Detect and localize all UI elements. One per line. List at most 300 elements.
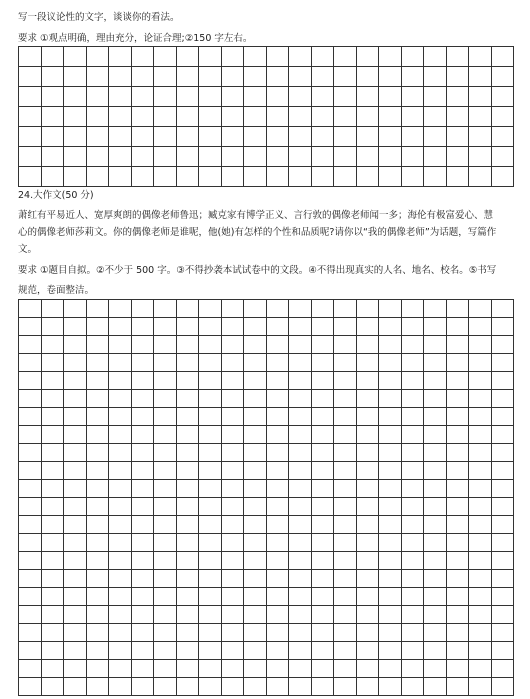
grid-cell <box>267 462 290 480</box>
grid-cell <box>154 47 177 67</box>
grid-cell <box>492 516 515 534</box>
grid-cell <box>379 147 402 167</box>
grid-cell <box>379 570 402 588</box>
grid-cell <box>87 642 110 660</box>
grid-cell <box>334 47 357 67</box>
grid-cell <box>109 516 132 534</box>
grid-cell <box>132 642 155 660</box>
grid-cell <box>109 354 132 372</box>
grid-cell <box>312 426 335 444</box>
grid-cell <box>19 167 42 187</box>
grid-cell <box>244 67 267 87</box>
grid-cell <box>109 147 132 167</box>
grid-cell <box>42 167 65 187</box>
grid-cell <box>357 67 380 87</box>
grid-cell <box>222 390 245 408</box>
grid-cell <box>357 390 380 408</box>
grid-cell <box>64 336 87 354</box>
grid-cell <box>87 498 110 516</box>
grid-cell <box>87 660 110 678</box>
grid-cell <box>222 107 245 127</box>
grid-cell <box>154 107 177 127</box>
grid-cell <box>42 516 65 534</box>
grid-cell <box>469 426 492 444</box>
grid-cell <box>87 444 110 462</box>
grid-cell <box>199 498 222 516</box>
grid-cell <box>492 167 515 187</box>
grid-cell <box>154 408 177 426</box>
grid-cell <box>177 444 200 462</box>
grid-cell <box>424 87 447 107</box>
grid-cell <box>199 444 222 462</box>
grid-cell <box>289 660 312 678</box>
grid-cell <box>64 570 87 588</box>
grid-cell <box>64 372 87 390</box>
grid-cell <box>492 67 515 87</box>
grid-cell <box>492 300 515 318</box>
grid-cell <box>492 498 515 516</box>
grid-cell <box>199 354 222 372</box>
grid-cell <box>64 678 87 696</box>
grid-cell <box>402 336 425 354</box>
grid-cell <box>357 660 380 678</box>
grid-cell <box>64 552 87 570</box>
grid-cell <box>64 498 87 516</box>
grid-cell <box>424 444 447 462</box>
grid-cell <box>42 372 65 390</box>
grid-cell <box>379 606 402 624</box>
grid-cell <box>469 318 492 336</box>
grid-cell <box>402 588 425 606</box>
grid-cell <box>42 462 65 480</box>
grid-cell <box>199 606 222 624</box>
grid-cell <box>132 67 155 87</box>
grid-cell <box>132 660 155 678</box>
grid-cell <box>267 127 290 147</box>
grid-cell <box>312 372 335 390</box>
grid-cell <box>357 606 380 624</box>
grid-cell <box>357 498 380 516</box>
grid-cell <box>19 516 42 534</box>
grid-cell <box>87 372 110 390</box>
grid-cell <box>267 624 290 642</box>
grid-cell <box>42 127 65 147</box>
grid-cell <box>267 167 290 187</box>
grid-cell <box>42 87 65 107</box>
grid-cell <box>244 390 267 408</box>
grid-cell <box>334 372 357 390</box>
grid-cell <box>109 462 132 480</box>
grid-cell <box>154 127 177 147</box>
grid-cell <box>289 624 312 642</box>
grid-cell <box>447 318 470 336</box>
grid-cell <box>244 498 267 516</box>
grid-cell <box>199 588 222 606</box>
grid-cell <box>379 426 402 444</box>
grid-cell <box>379 87 402 107</box>
grid-cell <box>379 480 402 498</box>
grid-cell <box>244 47 267 67</box>
grid-cell <box>199 534 222 552</box>
writing-grid-essay <box>18 299 514 696</box>
grid-cell <box>154 336 177 354</box>
grid-cell <box>154 498 177 516</box>
grid-cell <box>87 87 110 107</box>
grid-cell <box>447 624 470 642</box>
grid-cell <box>19 318 42 336</box>
grid-cell <box>424 642 447 660</box>
grid-cell <box>42 318 65 336</box>
grid-cell <box>64 47 87 67</box>
grid-cell <box>289 462 312 480</box>
grid-cell <box>87 570 110 588</box>
grid-cell <box>199 127 222 147</box>
grid-cell <box>64 390 87 408</box>
grid-cell <box>154 588 177 606</box>
grid-cell <box>357 570 380 588</box>
grid-cell <box>289 426 312 444</box>
grid-cell <box>42 426 65 444</box>
grid-cell <box>289 408 312 426</box>
grid-cell <box>357 480 380 498</box>
grid-cell <box>222 127 245 147</box>
grid-cell <box>334 167 357 187</box>
grid-cell <box>19 624 42 642</box>
grid-cell <box>402 678 425 696</box>
grid-cell <box>177 336 200 354</box>
grid-cell <box>289 318 312 336</box>
grid-cell <box>109 642 132 660</box>
grid-cell <box>109 444 132 462</box>
grid-cell <box>109 127 132 147</box>
grid-cell <box>132 87 155 107</box>
grid-cell <box>64 67 87 87</box>
grid-cell <box>312 167 335 187</box>
grid-cell <box>357 426 380 444</box>
grid-cell <box>154 372 177 390</box>
grid-cell <box>19 480 42 498</box>
grid-cell <box>402 624 425 642</box>
grid-cell <box>289 336 312 354</box>
grid-cell <box>87 588 110 606</box>
essay-passage-line2: 心的偶像老师莎莉文。你的偶像老师是谁呢，他(她)有怎样的个性和品质呢?请你以“我的偶像老师”为话题，写篇作 <box>18 227 497 238</box>
grid-cell <box>222 480 245 498</box>
grid-cell <box>87 67 110 87</box>
grid-cell <box>222 462 245 480</box>
grid-cell <box>177 318 200 336</box>
grid-cell <box>334 678 357 696</box>
grid-cell <box>424 167 447 187</box>
grid-cell <box>312 300 335 318</box>
grid-cell <box>109 588 132 606</box>
grid-cell <box>469 624 492 642</box>
grid-cell <box>334 127 357 147</box>
grid-cell <box>199 660 222 678</box>
grid-cell <box>492 87 515 107</box>
grid-cell <box>177 354 200 372</box>
grid-cell <box>379 318 402 336</box>
grid-cell <box>447 480 470 498</box>
grid-cell <box>334 660 357 678</box>
grid-cell <box>379 444 402 462</box>
grid-cell <box>109 372 132 390</box>
grid-cell <box>379 408 402 426</box>
grid-cell <box>312 354 335 372</box>
grid-cell <box>64 300 87 318</box>
grid-cell <box>109 624 132 642</box>
grid-cell <box>424 516 447 534</box>
grid-cell <box>199 480 222 498</box>
grid-cell <box>109 552 132 570</box>
grid-cell <box>447 678 470 696</box>
grid-cell <box>312 127 335 147</box>
grid-cell <box>19 678 42 696</box>
grid-cell <box>244 408 267 426</box>
grid-cell <box>109 570 132 588</box>
grid-cell <box>289 67 312 87</box>
grid-cell <box>402 107 425 127</box>
question-prompt: 写一段议论性的文字，谈谈你的看法。 <box>18 12 180 23</box>
grid-cell <box>19 552 42 570</box>
grid-cell <box>379 47 402 67</box>
grid-cell <box>379 336 402 354</box>
grid-cell <box>402 372 425 390</box>
grid-cell <box>19 372 42 390</box>
grid-cell <box>222 300 245 318</box>
grid-cell <box>109 480 132 498</box>
grid-cell <box>132 318 155 336</box>
grid-cell <box>42 678 65 696</box>
grid-cell <box>177 47 200 67</box>
grid-cell <box>154 606 177 624</box>
grid-cell <box>64 660 87 678</box>
grid-cell <box>447 426 470 444</box>
grid-cell <box>312 588 335 606</box>
grid-cell <box>402 660 425 678</box>
grid-cell <box>132 552 155 570</box>
grid-cell <box>132 390 155 408</box>
grid-cell <box>334 390 357 408</box>
grid-cell <box>19 336 42 354</box>
grid-cell <box>447 47 470 67</box>
grid-cell <box>199 516 222 534</box>
grid-cell <box>357 127 380 147</box>
grid-cell <box>177 147 200 167</box>
grid-cell <box>244 516 267 534</box>
grid-cell <box>289 498 312 516</box>
grid-cell <box>424 570 447 588</box>
grid-cell <box>177 498 200 516</box>
grid-cell <box>87 167 110 187</box>
grid-cell <box>154 462 177 480</box>
grid-cell <box>132 570 155 588</box>
grid-cell <box>19 300 42 318</box>
grid-cell <box>447 354 470 372</box>
grid-cell <box>42 444 65 462</box>
grid-cell <box>222 47 245 67</box>
grid-cell <box>424 47 447 67</box>
grid-cell <box>379 534 402 552</box>
grid-cell <box>222 444 245 462</box>
grid-cell <box>222 606 245 624</box>
grid-cell <box>87 354 110 372</box>
grid-cell <box>199 570 222 588</box>
grid-cell <box>469 87 492 107</box>
grid-cell <box>334 570 357 588</box>
grid-cell <box>244 462 267 480</box>
grid-cell <box>334 67 357 87</box>
grid-cell <box>447 127 470 147</box>
grid-cell <box>357 516 380 534</box>
grid-cell <box>312 47 335 67</box>
grid-cell <box>199 624 222 642</box>
grid-cell <box>42 642 65 660</box>
grid-cell <box>402 534 425 552</box>
grid-cell <box>199 87 222 107</box>
grid-cell <box>334 552 357 570</box>
grid-cell <box>42 660 65 678</box>
grid-cell <box>357 624 380 642</box>
grid-cell <box>424 426 447 444</box>
grid-cell <box>492 47 515 67</box>
grid-cell <box>379 372 402 390</box>
grid-cell <box>267 67 290 87</box>
grid-cell <box>132 300 155 318</box>
grid-cell <box>154 444 177 462</box>
grid-cell <box>199 408 222 426</box>
grid-cell <box>267 516 290 534</box>
grid-cell <box>177 408 200 426</box>
grid-cell <box>132 127 155 147</box>
grid-cell <box>244 300 267 318</box>
grid-cell <box>312 516 335 534</box>
grid-cell <box>64 147 87 167</box>
grid-cell <box>244 107 267 127</box>
grid-cell <box>402 570 425 588</box>
grid-cell <box>447 167 470 187</box>
grid-cell <box>357 147 380 167</box>
grid-cell <box>42 300 65 318</box>
grid-cell <box>469 390 492 408</box>
grid-cell <box>402 642 425 660</box>
grid-cell <box>334 426 357 444</box>
essay-passage-line1: 萧红有平易近人、宽厚爽朗的偶像老师鲁迅；臧克家有博学正义、言行敦的偶像老师闻一多；海伦有极富爱心、慧 <box>18 210 494 221</box>
grid-cell <box>492 678 515 696</box>
essay-heading: 24.大作文(50 分) <box>18 190 94 201</box>
grid-cell <box>177 534 200 552</box>
essay-requirements-line2: 规范，卷面整洁。 <box>18 285 95 296</box>
grid-cell <box>402 498 425 516</box>
grid-cell <box>177 107 200 127</box>
grid-cell <box>447 300 470 318</box>
grid-cell <box>492 606 515 624</box>
grid-cell <box>289 534 312 552</box>
grid-cell <box>42 107 65 127</box>
grid-cell <box>244 588 267 606</box>
grid-cell <box>87 147 110 167</box>
grid-cell <box>222 678 245 696</box>
grid-cell <box>402 300 425 318</box>
grid-cell <box>222 167 245 187</box>
grid-cell <box>289 642 312 660</box>
grid-cell <box>312 606 335 624</box>
grid-cell <box>222 318 245 336</box>
grid-cell <box>312 660 335 678</box>
grid-cell <box>492 107 515 127</box>
grid-cell <box>177 516 200 534</box>
grid-cell <box>132 167 155 187</box>
grid-cell <box>19 426 42 444</box>
grid-cell <box>177 642 200 660</box>
grid-cell <box>447 372 470 390</box>
grid-cell <box>64 107 87 127</box>
grid-cell <box>334 642 357 660</box>
grid-cell <box>447 552 470 570</box>
grid-cell <box>447 408 470 426</box>
grid-cell <box>312 462 335 480</box>
grid-cell <box>312 642 335 660</box>
grid-cell <box>64 408 87 426</box>
grid-cell <box>64 444 87 462</box>
grid-cell <box>244 318 267 336</box>
grid-cell <box>447 87 470 107</box>
grid-cell <box>469 300 492 318</box>
grid-cell <box>267 678 290 696</box>
grid-cell <box>334 588 357 606</box>
grid-cell <box>267 87 290 107</box>
grid-cell <box>402 516 425 534</box>
grid-cell <box>402 426 425 444</box>
grid-cell <box>267 588 290 606</box>
grid-cell <box>402 444 425 462</box>
grid-cell <box>199 147 222 167</box>
grid-cell <box>312 498 335 516</box>
grid-cell <box>154 300 177 318</box>
grid-cell <box>492 588 515 606</box>
grid-cell <box>222 147 245 167</box>
grid-cell <box>447 570 470 588</box>
grid-cell <box>109 318 132 336</box>
grid-cell <box>19 67 42 87</box>
grid-cell <box>87 318 110 336</box>
grid-cell <box>334 606 357 624</box>
grid-cell <box>469 167 492 187</box>
grid-cell <box>244 642 267 660</box>
grid-cell <box>402 606 425 624</box>
grid-cell <box>357 372 380 390</box>
grid-cell <box>42 336 65 354</box>
grid-cell <box>312 107 335 127</box>
grid-cell <box>244 426 267 444</box>
grid-cell <box>424 588 447 606</box>
grid-cell <box>267 390 290 408</box>
grid-cell <box>469 588 492 606</box>
grid-cell <box>492 462 515 480</box>
grid-cell <box>289 87 312 107</box>
grid-cell <box>267 606 290 624</box>
grid-cell <box>424 127 447 147</box>
grid-cell <box>334 624 357 642</box>
grid-cell <box>379 354 402 372</box>
grid-cell <box>312 408 335 426</box>
grid-cell <box>177 678 200 696</box>
grid-cell <box>109 67 132 87</box>
grid-cell <box>154 147 177 167</box>
grid-cell <box>447 606 470 624</box>
grid-cell <box>42 408 65 426</box>
grid-cell <box>87 107 110 127</box>
grid-cell <box>87 678 110 696</box>
